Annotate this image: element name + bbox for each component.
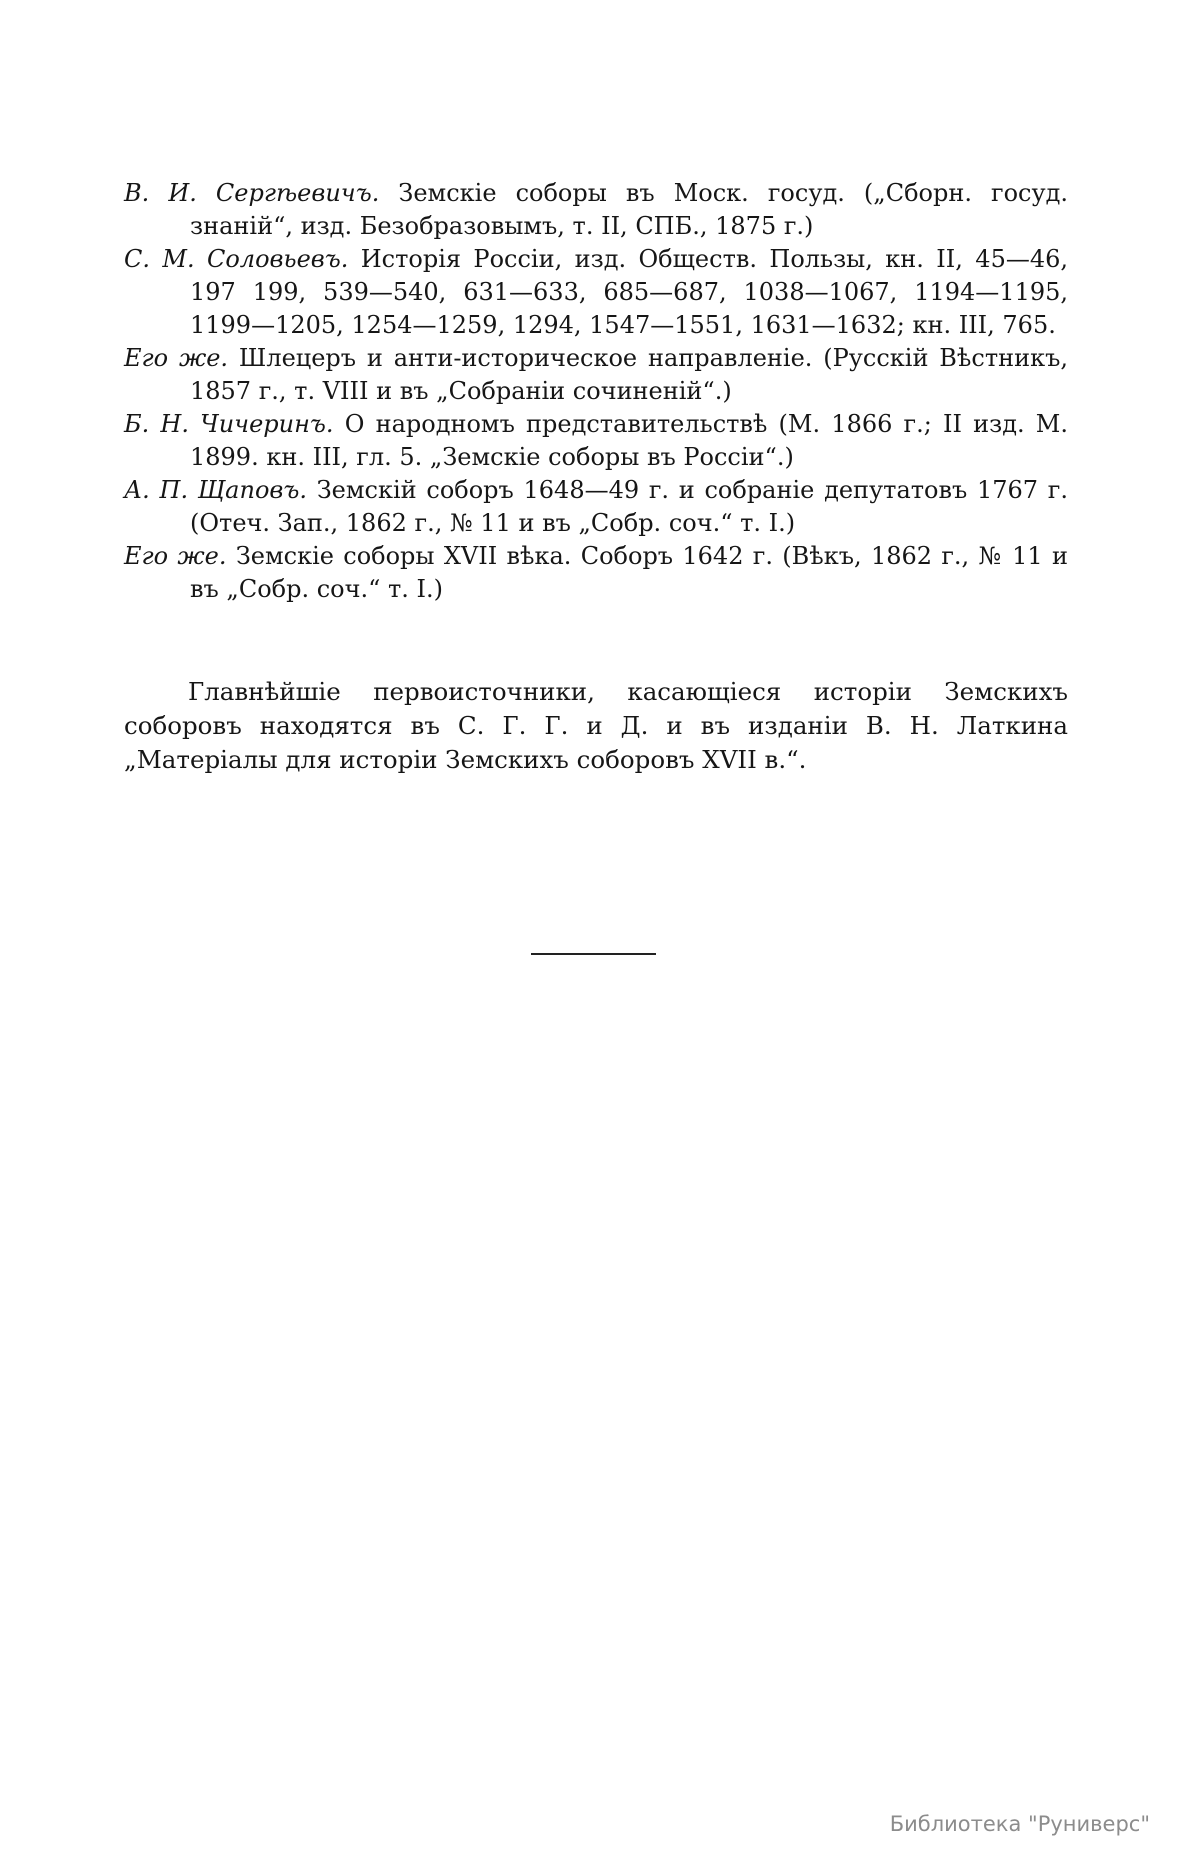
entry-text: Исторія Россіи, изд. Обществ. Пользы, кн. II, 45—46, 197 199, 539—540, 631—633, 685—687, 1038—1067, 1194—1195, 1199—1205, 1254—1259, 1294, 1547—1551, 1631—1632; кн. III, 765.	[190, 245, 1068, 339]
bibliography-entry-shchapov	[124, 474, 1068, 540]
bibliography-list	[124, 177, 1068, 606]
entry-text: Земскіе соборы XVII вѣка. Соборъ 1642 г. (Вѣкъ, 1862 г., № 11 и въ „Собр. соч.“ т. I.)	[190, 542, 1068, 603]
entry-text: Земскіе соборы въ Моск. госуд. („Сборн. госуд. знаній“, изд. Безобразовымъ, т. II, СПБ., 1875 г.)	[190, 179, 1068, 240]
bibliography-entry-sergeevich	[124, 177, 1068, 243]
bibliography-entry-soloviev	[124, 243, 1068, 342]
entry-author: Его же.	[124, 344, 229, 372]
sources-note: Главнѣйшіе первоисточники, касающіеся исторіи Земскихъ соборовъ находятся въ С. Г. Г. и Д. и въ изданіи В. Н. Латкина „Матеріалы для исторіи Земскихъ соборовъ XVII в.“.	[124, 677, 1068, 774]
entry-text: О народномъ представительствѣ (М. 1866 г.; II изд. М. 1899. кн. III, гл. 5. „Земскіе соборы въ Россіи“.)	[190, 410, 1068, 471]
entry-author: В. И. Сергѣевичъ.	[124, 179, 380, 207]
entry-text: Земскій соборъ 1648—49 г. и собраніе депутатовъ 1767 г. (Отеч. Зап., 1862 г., № 11 и въ „Собр. соч.“ т. I.)	[190, 476, 1068, 537]
entry-author: А. П. Щаповъ.	[124, 476, 307, 504]
entry-author: Б. Н. Чичеринъ.	[124, 410, 334, 438]
entry-author: С. М. Соловьевъ.	[124, 245, 349, 273]
entry-author: Его же.	[124, 542, 227, 570]
library-watermark: Библиотека "Руниверс"	[889, 1812, 1150, 1836]
bibliography-entry-chicherin	[124, 408, 1068, 474]
bibliography-entry-shchapov-2	[124, 540, 1068, 606]
bibliography-entry-soloviev-2	[124, 342, 1068, 408]
entry-text: Шлецеръ и анти-историческое направленіе. (Русскій Вѣстникъ, 1857 г., т. VIII и въ „Собраніи сочиненій“.)	[190, 344, 1069, 405]
section-divider	[531, 953, 656, 955]
